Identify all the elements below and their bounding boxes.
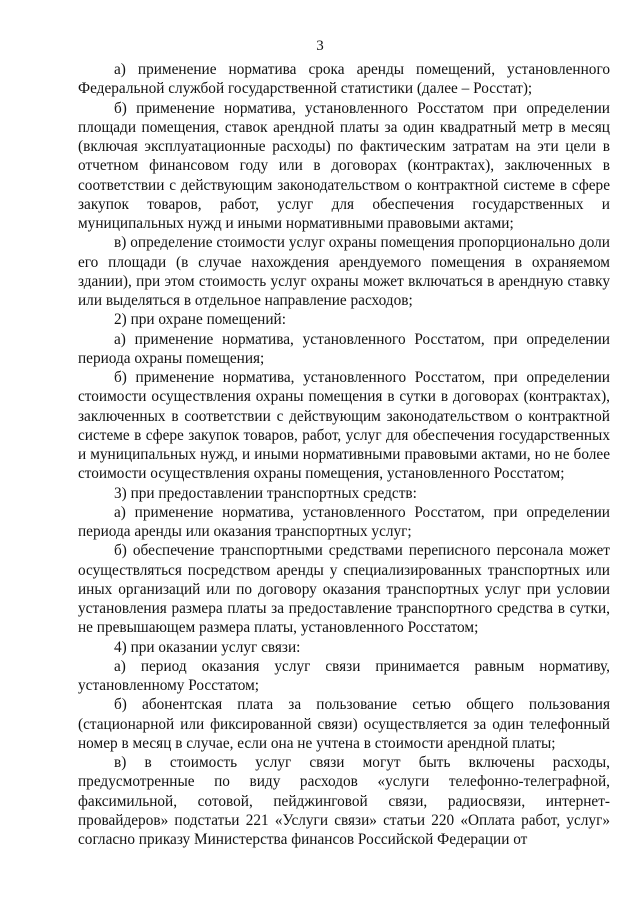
paragraph-4v: в) в стоимость услуг связи могут быть включены расходы, предусмотренные по виду расходов «услуги телефонно-телеграфной, факсимильной, сотовой, пейджинговой связи, радиосвязи, интернет-провайдеров» подстатьи 221 «Услуги связи» статьи 220 «Оплата работ, услуг» согласно приказу Министерства финансов Российской Федерации от — [78, 754, 610, 848]
paragraph-2a: а) применение норматива, установленного Росстатом, при определении периода охраны помещения; — [78, 330, 610, 367]
paragraph-4b: б) абонентская плата за пользование сетью общего пользования (стационарной или фиксированной связи) осуществляется за один телефонный номер в месяц в случае, если она не учтена в стоимости арендной платы; — [78, 696, 610, 752]
paragraph-1v: в) определение стоимости услуг охраны помещения пропорционально доли его площади (в случае нахождения арендуемого помещения в охраняемом здании), при этом стоимость услуг охраны может включаться в арендную ставку или выделяться в отдельное направление расходов; — [78, 234, 610, 309]
paragraph-3b: б) обеспечение транспортными средствами переписного персонала может осуществляться посредством аренды у специализированных транспортных или иных организаций или по договору оказания транспортных услуг при условии установления размера платы за предоставление транспортного средства в сутки, не превышающем размера платы, установленного Росстатом; — [78, 542, 610, 637]
page-number: 3 — [316, 38, 324, 54]
paragraph-2-heading: 2) при охране помещений: — [114, 311, 286, 329]
document-body — [78, 60, 610, 849]
paragraph-4-heading: 4) при оказании услуг связи: — [114, 638, 301, 656]
paragraph-3a: а) применение норматива, установленного Росстатом, при определении периода аренды или оказания транспортных услуг; — [78, 503, 610, 540]
paragraph-1a: а) применение норматива срока аренды помещений, установленного Федеральной службой государственной статистики (далее – Росстат); — [78, 61, 610, 98]
paragraph-2b: б) применение норматива, установленного Росстатом, при определении стоимости осуществления охраны помещения в сутки в договорах (контрактах), заключенных в соответствии с действующим законодательством о контрактной системе в сфере закупок товаров, работ, услуг для обеспечения государственных и муниципальных нужд, и иными нормативными правовыми актами, но не более стоимости осуществления охраны помещения, установленного Росстатом; — [78, 369, 610, 483]
paragraph-3-heading: 3) при предоставлении транспортных средств: — [114, 484, 417, 502]
paragraph-1b: б) применение норматива, установленного Росстатом при определении площади помещения, ставок арендной платы за один квадратный метр в месяц (включая эксплуатационные расходы) по фактическим затратам на эти цели в отчетном финансовом году или в договорах (контрактах), заключенных в соответствии с действующим законодательством о контрактной системе в сфере закупок товаров, работ, услуг для обеспечения государственных и муниципальных нужд и иными нормативными правовыми актами; — [78, 99, 610, 232]
paragraph-4a: а) период оказания услуг связи принимается равным нормативу, установленному Росстатом; — [78, 657, 610, 694]
